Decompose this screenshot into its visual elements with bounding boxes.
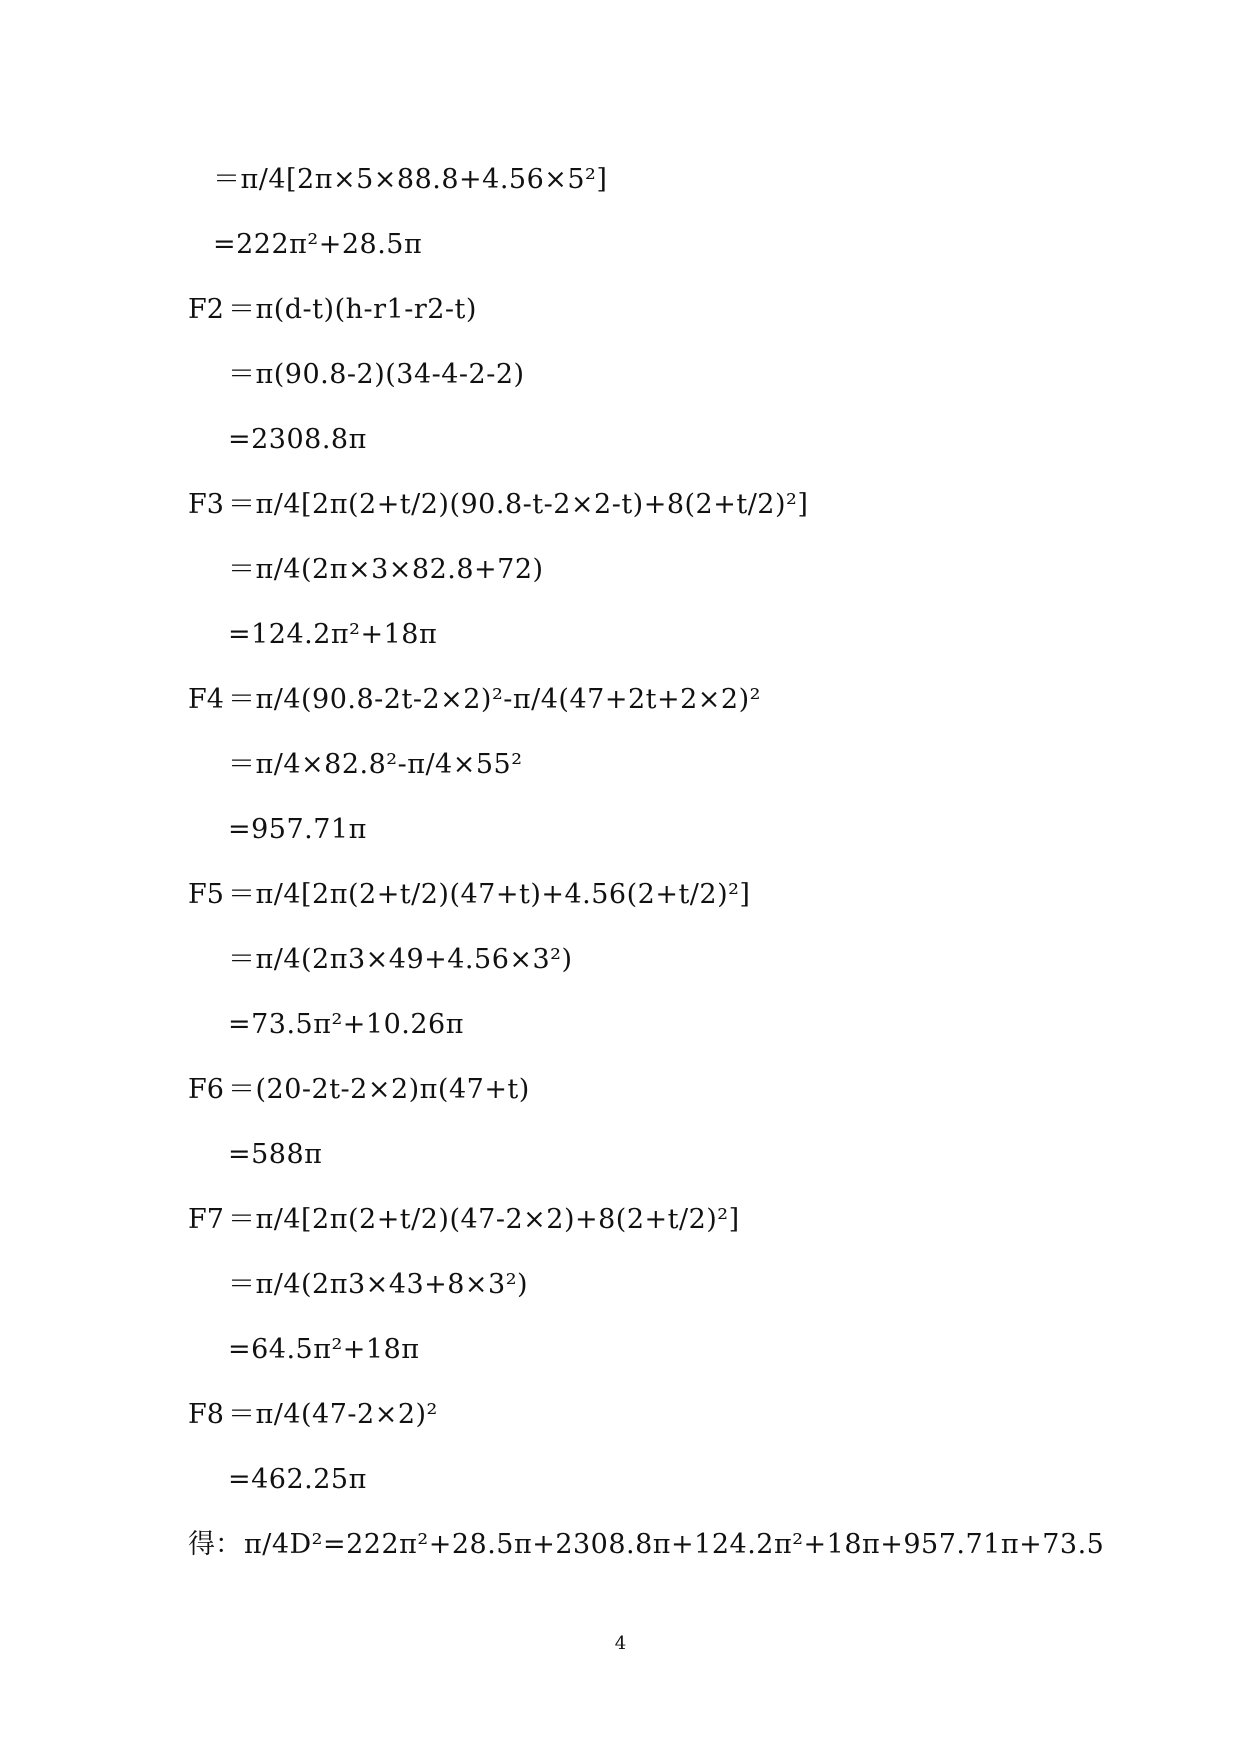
formula-line: ＝π/4[2π(2+t/2)(47-2×2)+8(2+t/2)²] [228,1204,740,1235]
formula-line: =73.5π²+10.26π [228,1009,464,1040]
formula-line: =222π²+28.5π [213,229,423,260]
formula-line: ＝π/4(90.8-2t-2×2)²-π/4(47+2t+2×2)² [228,684,761,715]
formula-line: ＝π/4(2π3×43+8×3²) [228,1269,529,1300]
formula-line: ＝π(90.8-2)(34-4-2-2) [228,359,525,390]
formula-line: =588π [228,1139,323,1170]
formula-label: F2 [188,294,224,325]
formula-line: ＝π/4[2π×5×88.8+4.56×5²] [213,164,608,195]
formula-label: F6 [188,1074,224,1105]
formula-line: =957.71π [228,814,367,845]
formula-label: F7 [188,1204,224,1235]
result-label: 得： [188,1529,242,1560]
formula-label: F5 [188,879,224,910]
formula-line: ＝π/4(47-2×2)² [228,1399,438,1430]
formula-line: =462.25π [228,1464,367,1495]
formula-line: ＝π/4(2π3×49+4.56×3²) [228,944,573,975]
formula-line: ＝π/4[2π(2+t/2)(90.8-t-2×2-t)+8(2+t/2)²] [228,489,809,520]
formula-line: ＝π(d-t)(h-r1-r2-t) [228,294,477,325]
formula-line: ＝π/4[2π(2+t/2)(47+t)+4.56(2+t/2)²] [228,879,751,910]
formula-label: F4 [188,684,224,715]
result-formula: π/4D²=222π²+28.5π+2308.8π+124.2π²+18π+957.71π+73.5 [244,1529,1105,1560]
page-number: 4 [614,1633,627,1654]
formula-line: ＝π/4×82.8²-π/4×55² [228,749,523,780]
formula-line: ＝π/4(2π×3×82.8+72) [228,554,544,585]
formula-line: =64.5π²+18π [228,1334,420,1365]
formula-line: ＝(20-2t-2×2)π(47+t) [228,1074,530,1105]
formula-line: =2308.8π [228,424,367,455]
formula-line: =124.2π²+18π [228,619,438,650]
formula-label: F3 [188,489,224,520]
formula-label: F8 [188,1399,224,1430]
